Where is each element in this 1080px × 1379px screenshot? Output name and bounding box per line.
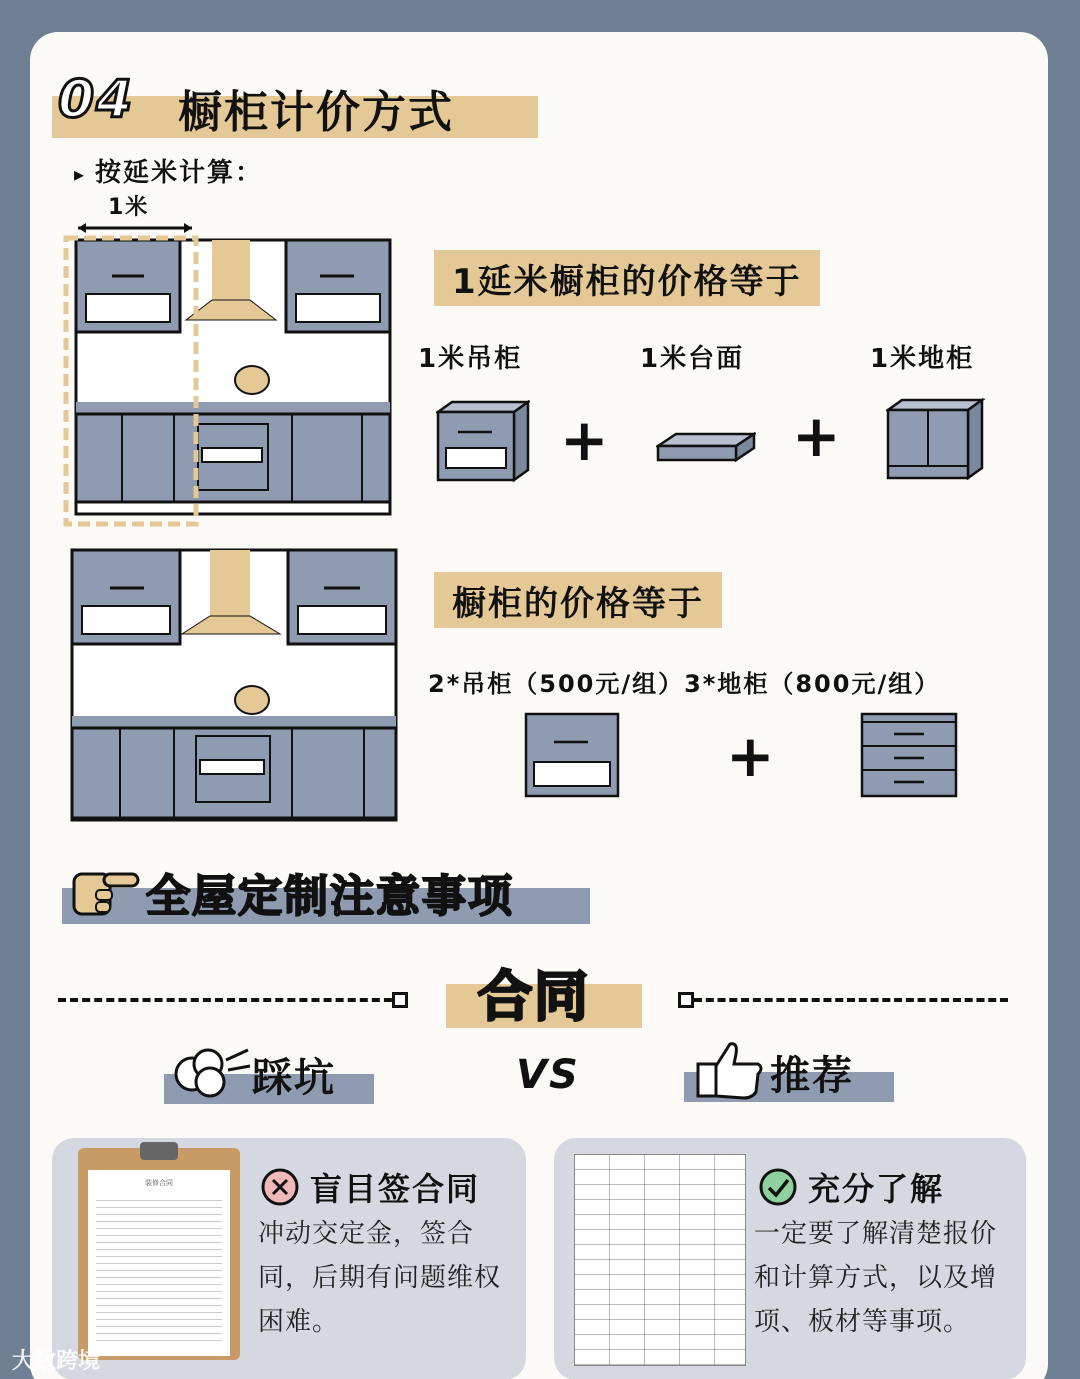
dimension-label: 1米 bbox=[108, 195, 150, 220]
wall-cabinet-front-icon bbox=[524, 712, 620, 798]
contract-title: 合同 bbox=[478, 965, 590, 1028]
vs-label: VS bbox=[516, 1052, 580, 1098]
pitfall-card-text: 冲动交定金，签合同，后期有问题维权困难。 bbox=[258, 1219, 502, 1337]
recommend-card-title: 充分了解 bbox=[808, 1170, 945, 1208]
plus-icon-3: + bbox=[726, 722, 775, 790]
pitfall-card-title: 盲目签合同 bbox=[310, 1170, 481, 1208]
watermark: 大数跨境 bbox=[12, 1349, 101, 1374]
countertop-icon bbox=[656, 432, 756, 464]
main-card bbox=[30, 32, 1048, 1379]
cloud-burst-icon bbox=[168, 1040, 252, 1102]
recommend-label: 推荐 bbox=[770, 1053, 854, 1099]
contract-doc-title: 装修合同 bbox=[145, 1179, 173, 1187]
divider-left bbox=[58, 998, 404, 1002]
cabinet-price-title: 橱柜的价格等于 bbox=[434, 572, 722, 628]
item-label-countertop: 1米台面 bbox=[640, 344, 745, 374]
base-cabinet-icon bbox=[886, 398, 986, 480]
pitfall-label: 踩坑 bbox=[252, 1055, 336, 1101]
pointing-hand-icon bbox=[70, 860, 140, 920]
divider-right-end bbox=[678, 992, 694, 1008]
item-label-base-cabinet: 1米地柜 bbox=[870, 344, 975, 374]
divider-right bbox=[694, 998, 1008, 1002]
clipboard bbox=[78, 1148, 240, 1360]
notes-title: 全屋定制注意事项 bbox=[146, 871, 514, 922]
plus-icon-2: + bbox=[792, 402, 841, 470]
price-sheet bbox=[574, 1154, 746, 1366]
check-circle-icon bbox=[758, 1167, 798, 1207]
contract-paper bbox=[88, 1170, 230, 1356]
kitchen-illustration-2 bbox=[70, 548, 400, 824]
pitfall-card bbox=[52, 1138, 526, 1379]
wall-cabinet-icon bbox=[436, 400, 530, 482]
recommend-card-title-row bbox=[758, 1164, 944, 1210]
recommend-card bbox=[554, 1138, 1026, 1379]
drawer-cabinet-icon bbox=[860, 712, 958, 798]
linear-meter-title: 1延米橱柜的价格等于 bbox=[434, 250, 820, 306]
pitfall-card-title-row bbox=[260, 1164, 480, 1210]
clipboard-clip bbox=[140, 1142, 178, 1160]
section-number: 04 bbox=[58, 70, 135, 130]
section-title: 橱柜计价方式 bbox=[178, 87, 454, 138]
cabinet-price-formula: 2*吊柜（500元/组）3*地柜（800元/组） bbox=[428, 670, 941, 698]
thumbs-up-icon bbox=[694, 1038, 766, 1100]
x-circle-icon bbox=[260, 1167, 300, 1207]
kitchen-illustration-1 bbox=[62, 220, 402, 530]
divider-left-end bbox=[392, 992, 408, 1008]
item-label-wall-cabinet: 1米吊柜 bbox=[418, 344, 523, 374]
subtitle: ▸ 按延米计算： bbox=[74, 152, 263, 189]
recommend-card-text: 一定要了解清楚报价和计算方式，以及增项、板材等事项。 bbox=[754, 1219, 998, 1337]
plus-icon-1: + bbox=[560, 406, 609, 474]
